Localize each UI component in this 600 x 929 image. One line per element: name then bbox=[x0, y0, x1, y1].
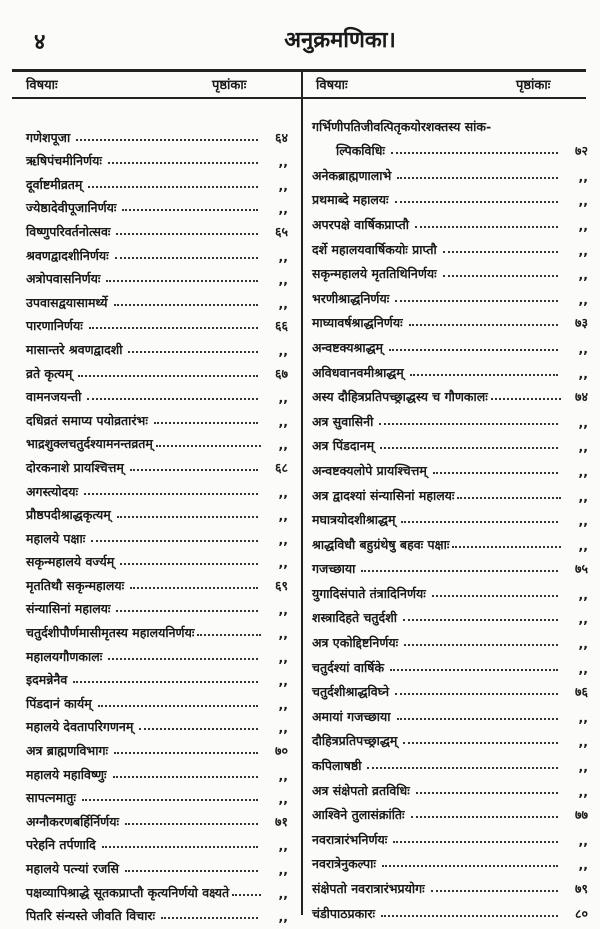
entry-title: महालये देवतापरिगणनम् bbox=[26, 719, 134, 735]
entry-page-number: ,, bbox=[578, 414, 588, 430]
entry-title: अनेकब्राह्मणालाभे bbox=[312, 167, 392, 183]
dot-leader bbox=[367, 767, 558, 769]
index-entry bbox=[26, 429, 288, 453]
index-entry bbox=[26, 688, 288, 712]
dot-leader bbox=[395, 300, 558, 302]
entry-page-number: ,, bbox=[578, 611, 588, 627]
entry-title: ल्पिकविधिः bbox=[336, 143, 385, 159]
index-entry bbox=[26, 169, 288, 193]
entry-page-number: ,, bbox=[578, 488, 588, 504]
entry-page-number: ,, bbox=[578, 709, 588, 725]
index-entry bbox=[26, 877, 288, 901]
entry-title: कपिलाषष्ठी bbox=[312, 758, 362, 774]
index-entry bbox=[26, 216, 288, 240]
entry-page-number: ,, bbox=[578, 734, 588, 750]
dot-leader bbox=[76, 139, 258, 141]
entry-title: अमायां गजच्छाया bbox=[312, 708, 391, 724]
entry-page-number: ,, bbox=[578, 193, 588, 209]
dot-leader bbox=[108, 658, 258, 660]
dot-leader bbox=[122, 209, 258, 211]
entry-page-number: ७१ bbox=[274, 813, 288, 829]
entry-title: मासान्तरे श्रवणद्वादशी bbox=[26, 341, 123, 357]
entry-title: अत्र ब्राह्मणविभागः bbox=[26, 743, 109, 759]
dot-leader bbox=[156, 445, 261, 447]
entry-title: पक्षव्यापिश्राद्धे सूतकप्राप्तौ कृत्यनिर्णयो वक्ष्यते bbox=[26, 884, 230, 900]
entry-title: सकृन्महालये मृततिथिनिर्णयः bbox=[312, 266, 437, 282]
index-entry bbox=[26, 547, 288, 571]
dot-leader bbox=[197, 634, 261, 636]
index-entry bbox=[312, 676, 588, 701]
entry-page-number: ,, bbox=[578, 832, 588, 848]
entry-page-number: ,, bbox=[578, 660, 588, 676]
dot-leader bbox=[403, 619, 558, 621]
entry-title: अत्र संक्षेपतो व्रतविधिः bbox=[312, 782, 410, 798]
entry-page-number: ,, bbox=[278, 673, 288, 689]
entry-title: दधिव्रतं समाप्य पयोव्रतारंभः bbox=[26, 412, 148, 428]
entry-page-number: ,, bbox=[278, 555, 288, 571]
entry-page-number: ,, bbox=[578, 340, 588, 356]
index-entry bbox=[26, 476, 288, 500]
index-entry bbox=[312, 479, 588, 504]
entry-page-number: ७९ bbox=[574, 881, 588, 896]
dot-leader bbox=[361, 570, 558, 572]
header-left-page: पृष्ठांकाः bbox=[212, 78, 247, 93]
index-entry bbox=[26, 665, 288, 689]
dot-leader bbox=[452, 546, 561, 548]
dot-leader bbox=[433, 472, 558, 474]
index-entry bbox=[26, 735, 288, 759]
entry-page-number: ,, bbox=[578, 537, 588, 553]
dot-leader bbox=[404, 644, 558, 646]
dot-leader bbox=[409, 324, 558, 326]
dot-leader bbox=[390, 669, 558, 671]
entry-title: अग्नौकरणबर्हिर्निर्णयः bbox=[26, 813, 119, 829]
entry-page-number: ७२ bbox=[574, 143, 588, 159]
entry-page-number: ७४ bbox=[574, 389, 588, 405]
entry-page-number: ६८ bbox=[274, 459, 288, 475]
entry-title: इदमन्नेनैव bbox=[26, 672, 68, 688]
entry-title: युगादिसंपाते तंत्रादिनिर्णयः bbox=[312, 585, 426, 601]
dot-leader bbox=[403, 742, 558, 744]
index-entry bbox=[26, 617, 288, 641]
index-entry bbox=[312, 208, 588, 233]
entry-page-number: ,, bbox=[578, 168, 588, 184]
index-entry bbox=[26, 405, 288, 429]
entry-title: भरणीश्राद्धनिर्णयः bbox=[312, 290, 390, 306]
dot-leader bbox=[84, 493, 258, 495]
index-entry bbox=[312, 577, 588, 602]
entry-page-number: ,, bbox=[578, 217, 588, 233]
entry-title: व्रते कृत्यम् bbox=[26, 365, 73, 381]
entry-title: महालये पत्न्यां रजसि bbox=[26, 861, 119, 876]
entry-page-number: ,, bbox=[578, 463, 588, 479]
index-entry bbox=[26, 240, 288, 264]
entry-title: अत्र द्वादश्यां संन्यासिनां महालयः bbox=[312, 487, 455, 503]
index-entry bbox=[26, 122, 288, 146]
entry-title: गणेशपूजा bbox=[26, 129, 71, 145]
entry-page-number: ६९ bbox=[274, 577, 288, 593]
entry-title: अत्र पिंडदानम् bbox=[312, 438, 375, 454]
entry-title: मघात्रयोदशीश्राद्धम् bbox=[312, 512, 396, 528]
entry-title: श्राद्धविधौ बहुग्रंथेषु बहवः पक्षाः bbox=[312, 536, 450, 552]
index-entry bbox=[312, 307, 588, 332]
entry-page-number: ,, bbox=[578, 586, 588, 602]
dot-leader bbox=[114, 304, 258, 306]
entry-page-number: ,, bbox=[278, 272, 288, 288]
entry-page-number: ७३ bbox=[574, 315, 588, 331]
entry-title: गर्भिणीपतिजीवत्पितृकयोरशक्तस्य सांक- bbox=[312, 118, 492, 134]
entry-page-number: ,, bbox=[278, 342, 288, 358]
entry-page-number: ,, bbox=[578, 439, 588, 455]
entry-title: चतुर्दशीश्राद्धविघ्ने bbox=[312, 684, 390, 700]
entry-page-number: ,, bbox=[278, 885, 288, 901]
index-entry bbox=[312, 184, 588, 209]
entry-page-number: ,, bbox=[578, 267, 588, 283]
dot-leader bbox=[106, 280, 258, 282]
dot-leader bbox=[380, 447, 558, 449]
entry-page-number: ,, bbox=[278, 602, 288, 618]
entry-page-number: ,, bbox=[278, 767, 288, 783]
entry-title: सकृन्महालये वर्ज्यम् bbox=[26, 554, 115, 570]
entry-title: भाद्रशुक्लचतुर्दश्यामनन्तव्रतम् bbox=[26, 436, 153, 452]
index-entry bbox=[26, 901, 288, 925]
index-entry bbox=[312, 897, 588, 922]
dot-leader bbox=[89, 327, 258, 329]
entry-title: महालये महाविष्णुः bbox=[26, 766, 107, 782]
index-entry bbox=[312, 749, 588, 774]
entry-title: संक्षेपतो नवरात्रारंभप्रयोगः bbox=[312, 881, 425, 896]
dot-leader bbox=[415, 226, 558, 228]
index-entry bbox=[312, 626, 588, 651]
dot-leader bbox=[443, 251, 558, 253]
entry-title: अत्र एकोद्दिष्टनिर्णयः bbox=[312, 635, 399, 651]
entry-title: परेहनि तर्पणादि bbox=[26, 837, 96, 853]
entry-page-number: ,, bbox=[578, 783, 588, 799]
dot-leader bbox=[108, 162, 258, 164]
page-number: ४ bbox=[34, 30, 46, 55]
dot-leader bbox=[395, 693, 558, 695]
entry-title: अत्र सुवासिनी bbox=[312, 413, 374, 429]
entry-title: अविधवानवमीश्राद्धम् bbox=[312, 364, 404, 380]
header-left-subject: विषयाः bbox=[26, 78, 58, 93]
dot-leader bbox=[379, 423, 558, 425]
dot-leader bbox=[154, 422, 258, 424]
dot-leader bbox=[443, 275, 558, 277]
header-rule bbox=[12, 97, 586, 99]
index-entry bbox=[312, 405, 588, 430]
dot-leader bbox=[115, 257, 258, 259]
entry-page-number: ७६ bbox=[574, 684, 588, 700]
index-entry bbox=[312, 504, 588, 529]
index-entry bbox=[26, 146, 288, 170]
dot-leader bbox=[389, 349, 558, 351]
entry-title: अस्य दौहित्रप्रतिपच्छ्राद्धस्य च गौणकालः bbox=[312, 389, 488, 405]
dot-leader bbox=[125, 870, 258, 872]
dot-leader bbox=[382, 865, 558, 867]
dot-leader bbox=[397, 718, 558, 720]
dot-leader bbox=[117, 516, 258, 518]
entry-page-number: ,, bbox=[278, 390, 288, 406]
top-rule bbox=[12, 69, 586, 72]
entry-title: महालये पक्षाः bbox=[26, 530, 86, 546]
entry-page-number: ६५ bbox=[274, 223, 288, 239]
entry-page-number: ,, bbox=[278, 531, 288, 547]
dot-leader bbox=[78, 375, 258, 377]
entry-page-number: ,, bbox=[278, 295, 288, 311]
entry-page-number: ,, bbox=[278, 437, 288, 453]
index-entry bbox=[312, 553, 588, 578]
index-entry bbox=[312, 848, 588, 873]
dot-leader bbox=[139, 728, 258, 730]
entry-page-number: ७७ bbox=[574, 807, 588, 823]
dot-leader bbox=[161, 917, 258, 919]
entry-title: पितरि संन्यस्ते जीवति विचारः bbox=[26, 908, 156, 924]
entry-page-number: ,, bbox=[578, 857, 588, 873]
entry-title: वामनजयन्ती bbox=[26, 389, 82, 405]
dot-leader bbox=[128, 351, 258, 353]
dot-leader bbox=[232, 894, 261, 896]
entry-title: चतुर्दश्यां वार्षिके bbox=[312, 659, 385, 675]
dot-leader bbox=[393, 841, 558, 843]
dot-leader bbox=[98, 705, 258, 707]
index-entry bbox=[26, 594, 288, 618]
entry-page-number: ,, bbox=[278, 649, 288, 665]
dot-leader bbox=[395, 201, 558, 203]
entry-title: माघ्यावर्षश्राद्धनिर्णयः bbox=[312, 315, 403, 331]
entry-title: शस्त्रादिहते चतुर्दशी bbox=[312, 610, 397, 626]
entry-title: अत्रोपवासनिर्णयः bbox=[26, 271, 101, 287]
entry-title: नवरात्रेनुकल्पाः bbox=[312, 856, 376, 872]
dot-leader bbox=[116, 233, 258, 235]
dot-leader bbox=[397, 177, 558, 179]
header-right-subject: विषयाः bbox=[316, 78, 348, 93]
entry-page-number: ६६ bbox=[274, 318, 288, 334]
index-entry bbox=[26, 287, 288, 311]
index-entry bbox=[26, 452, 288, 476]
entry-title: संन्यासिनां महालयः bbox=[26, 601, 111, 617]
entry-page-number: ,, bbox=[278, 626, 288, 642]
dot-leader bbox=[116, 610, 258, 612]
entry-page-number: ,, bbox=[278, 791, 288, 807]
right-index-column bbox=[312, 110, 588, 922]
index-entry bbox=[312, 823, 588, 848]
dot-leader bbox=[87, 398, 258, 400]
dot-leader bbox=[82, 799, 258, 801]
index-entry bbox=[312, 799, 588, 824]
index-entry bbox=[312, 258, 588, 283]
entry-page-number: ,, bbox=[578, 291, 588, 307]
entry-title: उपवासद्वयासामर्थ्ये bbox=[26, 294, 108, 310]
dot-leader bbox=[102, 846, 258, 848]
entry-page-number: ,, bbox=[278, 909, 288, 925]
entry-page-number: ,, bbox=[578, 636, 588, 652]
index-entry bbox=[26, 523, 288, 547]
entry-title: ऋषिपंचमीनिर्णयः bbox=[26, 153, 102, 169]
page-title: अनुक्रमणिका। bbox=[284, 28, 396, 53]
entry-title: सापत्नमातुः bbox=[26, 790, 76, 806]
entry-page-number: ,, bbox=[278, 862, 288, 877]
entry-title: अपरपक्षे वार्षिकप्राप्तौ bbox=[312, 216, 409, 232]
entry-title: अगस्त्योदयः bbox=[26, 483, 78, 499]
entry-page-number: ,, bbox=[278, 413, 288, 429]
dot-leader bbox=[73, 681, 258, 683]
dot-leader bbox=[88, 186, 258, 188]
entry-title: दोरकनाशे प्रायश्चित्तम् bbox=[26, 459, 124, 475]
index-entry bbox=[312, 454, 588, 479]
index-entry bbox=[26, 193, 288, 217]
entry-page-number: ७५ bbox=[574, 561, 588, 577]
index-entry bbox=[26, 382, 288, 406]
column-divider bbox=[301, 70, 303, 915]
entry-page-number: ,, bbox=[278, 154, 288, 170]
entry-title: प्रौष्ठपदीश्राद्धकृत्यम् bbox=[26, 507, 111, 523]
index-entry bbox=[312, 700, 588, 725]
index-entry bbox=[312, 110, 588, 135]
entry-title: महालयगौणकालः bbox=[26, 648, 103, 664]
entry-title: अन्वष्टक्यलोपे प्रायश्चित्तम् bbox=[312, 462, 427, 478]
index-entry bbox=[312, 282, 588, 307]
entry-page-number: ,, bbox=[278, 177, 288, 193]
entry-page-number: ,, bbox=[578, 513, 588, 529]
dot-leader bbox=[113, 776, 258, 778]
entry-title: दूर्वाष्टमीव्रतम् bbox=[26, 176, 83, 192]
left-index-column bbox=[26, 122, 288, 924]
dot-leader bbox=[457, 497, 561, 499]
index-entry bbox=[312, 602, 588, 627]
entry-page-number: ,, bbox=[278, 838, 288, 854]
index-entry bbox=[26, 641, 288, 665]
entry-title: नवरात्रारंभनिर्णयः bbox=[312, 831, 388, 847]
dot-leader bbox=[431, 890, 558, 892]
index-entry bbox=[312, 774, 588, 799]
dot-leader bbox=[411, 816, 558, 818]
entry-title: दर्शे महालयवार्षिकयोः प्राप्तौ bbox=[312, 241, 437, 257]
index-entry bbox=[312, 430, 588, 455]
entry-page-number: ६७ bbox=[274, 365, 288, 381]
dot-leader bbox=[114, 752, 258, 754]
entry-page-number: ,, bbox=[278, 508, 288, 524]
dot-leader bbox=[125, 823, 258, 825]
entry-page-number: ७० bbox=[274, 743, 288, 759]
dot-leader bbox=[120, 563, 258, 565]
index-entry bbox=[312, 331, 588, 356]
index-entry bbox=[312, 528, 588, 553]
dot-leader bbox=[432, 595, 558, 597]
dot-leader bbox=[130, 469, 258, 471]
index-entry bbox=[312, 651, 588, 676]
entry-title: दौहित्रप्रतिपच्छ्राद्धम् bbox=[312, 733, 398, 749]
index-entry bbox=[26, 853, 288, 877]
dot-leader bbox=[416, 792, 558, 794]
entry-title: अन्वष्टक्यश्राद्धम् bbox=[312, 339, 384, 355]
entry-page-number: ६४ bbox=[274, 129, 288, 145]
index-entry bbox=[26, 264, 288, 288]
entry-page-number: ८० bbox=[574, 905, 588, 921]
dot-leader bbox=[91, 540, 258, 542]
header-right-page: पृष्ठांकाः bbox=[516, 78, 551, 93]
index-entry bbox=[312, 872, 588, 897]
index-entry bbox=[26, 783, 288, 807]
entry-title: मृततिथौ सकृन्महालयः bbox=[26, 577, 125, 593]
entry-title: श्रवणद्वादशीनिर्णयः bbox=[26, 247, 109, 263]
index-entry bbox=[312, 135, 588, 160]
entry-title: पिंडदानं कार्यम् bbox=[26, 695, 92, 711]
index-entry bbox=[26, 500, 288, 524]
entry-title: गजच्छाया bbox=[312, 561, 356, 577]
dot-leader bbox=[130, 587, 258, 589]
dot-leader bbox=[410, 374, 558, 376]
entry-title: विष्णुपरिवर्तनोत्सवः bbox=[26, 223, 111, 239]
entry-page-number: ,, bbox=[278, 696, 288, 712]
index-entry bbox=[26, 759, 288, 783]
index-entry bbox=[26, 311, 288, 335]
entry-title: प्रथमाब्दे महालयः bbox=[312, 192, 389, 208]
index-entry bbox=[26, 570, 288, 594]
entry-title: चतुर्दशीपौर्णमासीमृतस्य महालयनिर्णयः bbox=[26, 625, 195, 641]
dot-leader bbox=[381, 915, 558, 917]
entry-title: पारणानिर्णयः bbox=[26, 318, 83, 334]
entry-page-number: ,, bbox=[578, 365, 588, 381]
entry-page-number: ,, bbox=[578, 759, 588, 775]
index-entry bbox=[26, 712, 288, 736]
index-entry bbox=[312, 159, 588, 184]
index-entry bbox=[26, 334, 288, 358]
index-entry bbox=[26, 830, 288, 854]
index-entry bbox=[312, 381, 588, 406]
index-entry bbox=[312, 356, 588, 381]
entry-page-number: ,, bbox=[278, 484, 288, 500]
dot-leader bbox=[391, 152, 558, 154]
entry-page-number: ,, bbox=[278, 248, 288, 264]
dot-leader bbox=[401, 521, 558, 523]
entry-page-number: ,, bbox=[278, 720, 288, 736]
entry-title: ज्येष्ठादेवीपूजानिर्णयः bbox=[26, 200, 117, 216]
entry-title: चंडीपाठप्रकारः bbox=[312, 905, 376, 921]
index-entry bbox=[312, 725, 588, 750]
dot-leader bbox=[491, 398, 561, 400]
index-entry bbox=[312, 233, 588, 258]
entry-title: आश्विने तुलासंक्रांतिः bbox=[312, 807, 405, 823]
entry-page-number: ,, bbox=[578, 242, 588, 258]
entry-page-number: ,, bbox=[278, 201, 288, 217]
index-entry bbox=[26, 358, 288, 382]
index-entry bbox=[26, 806, 288, 830]
